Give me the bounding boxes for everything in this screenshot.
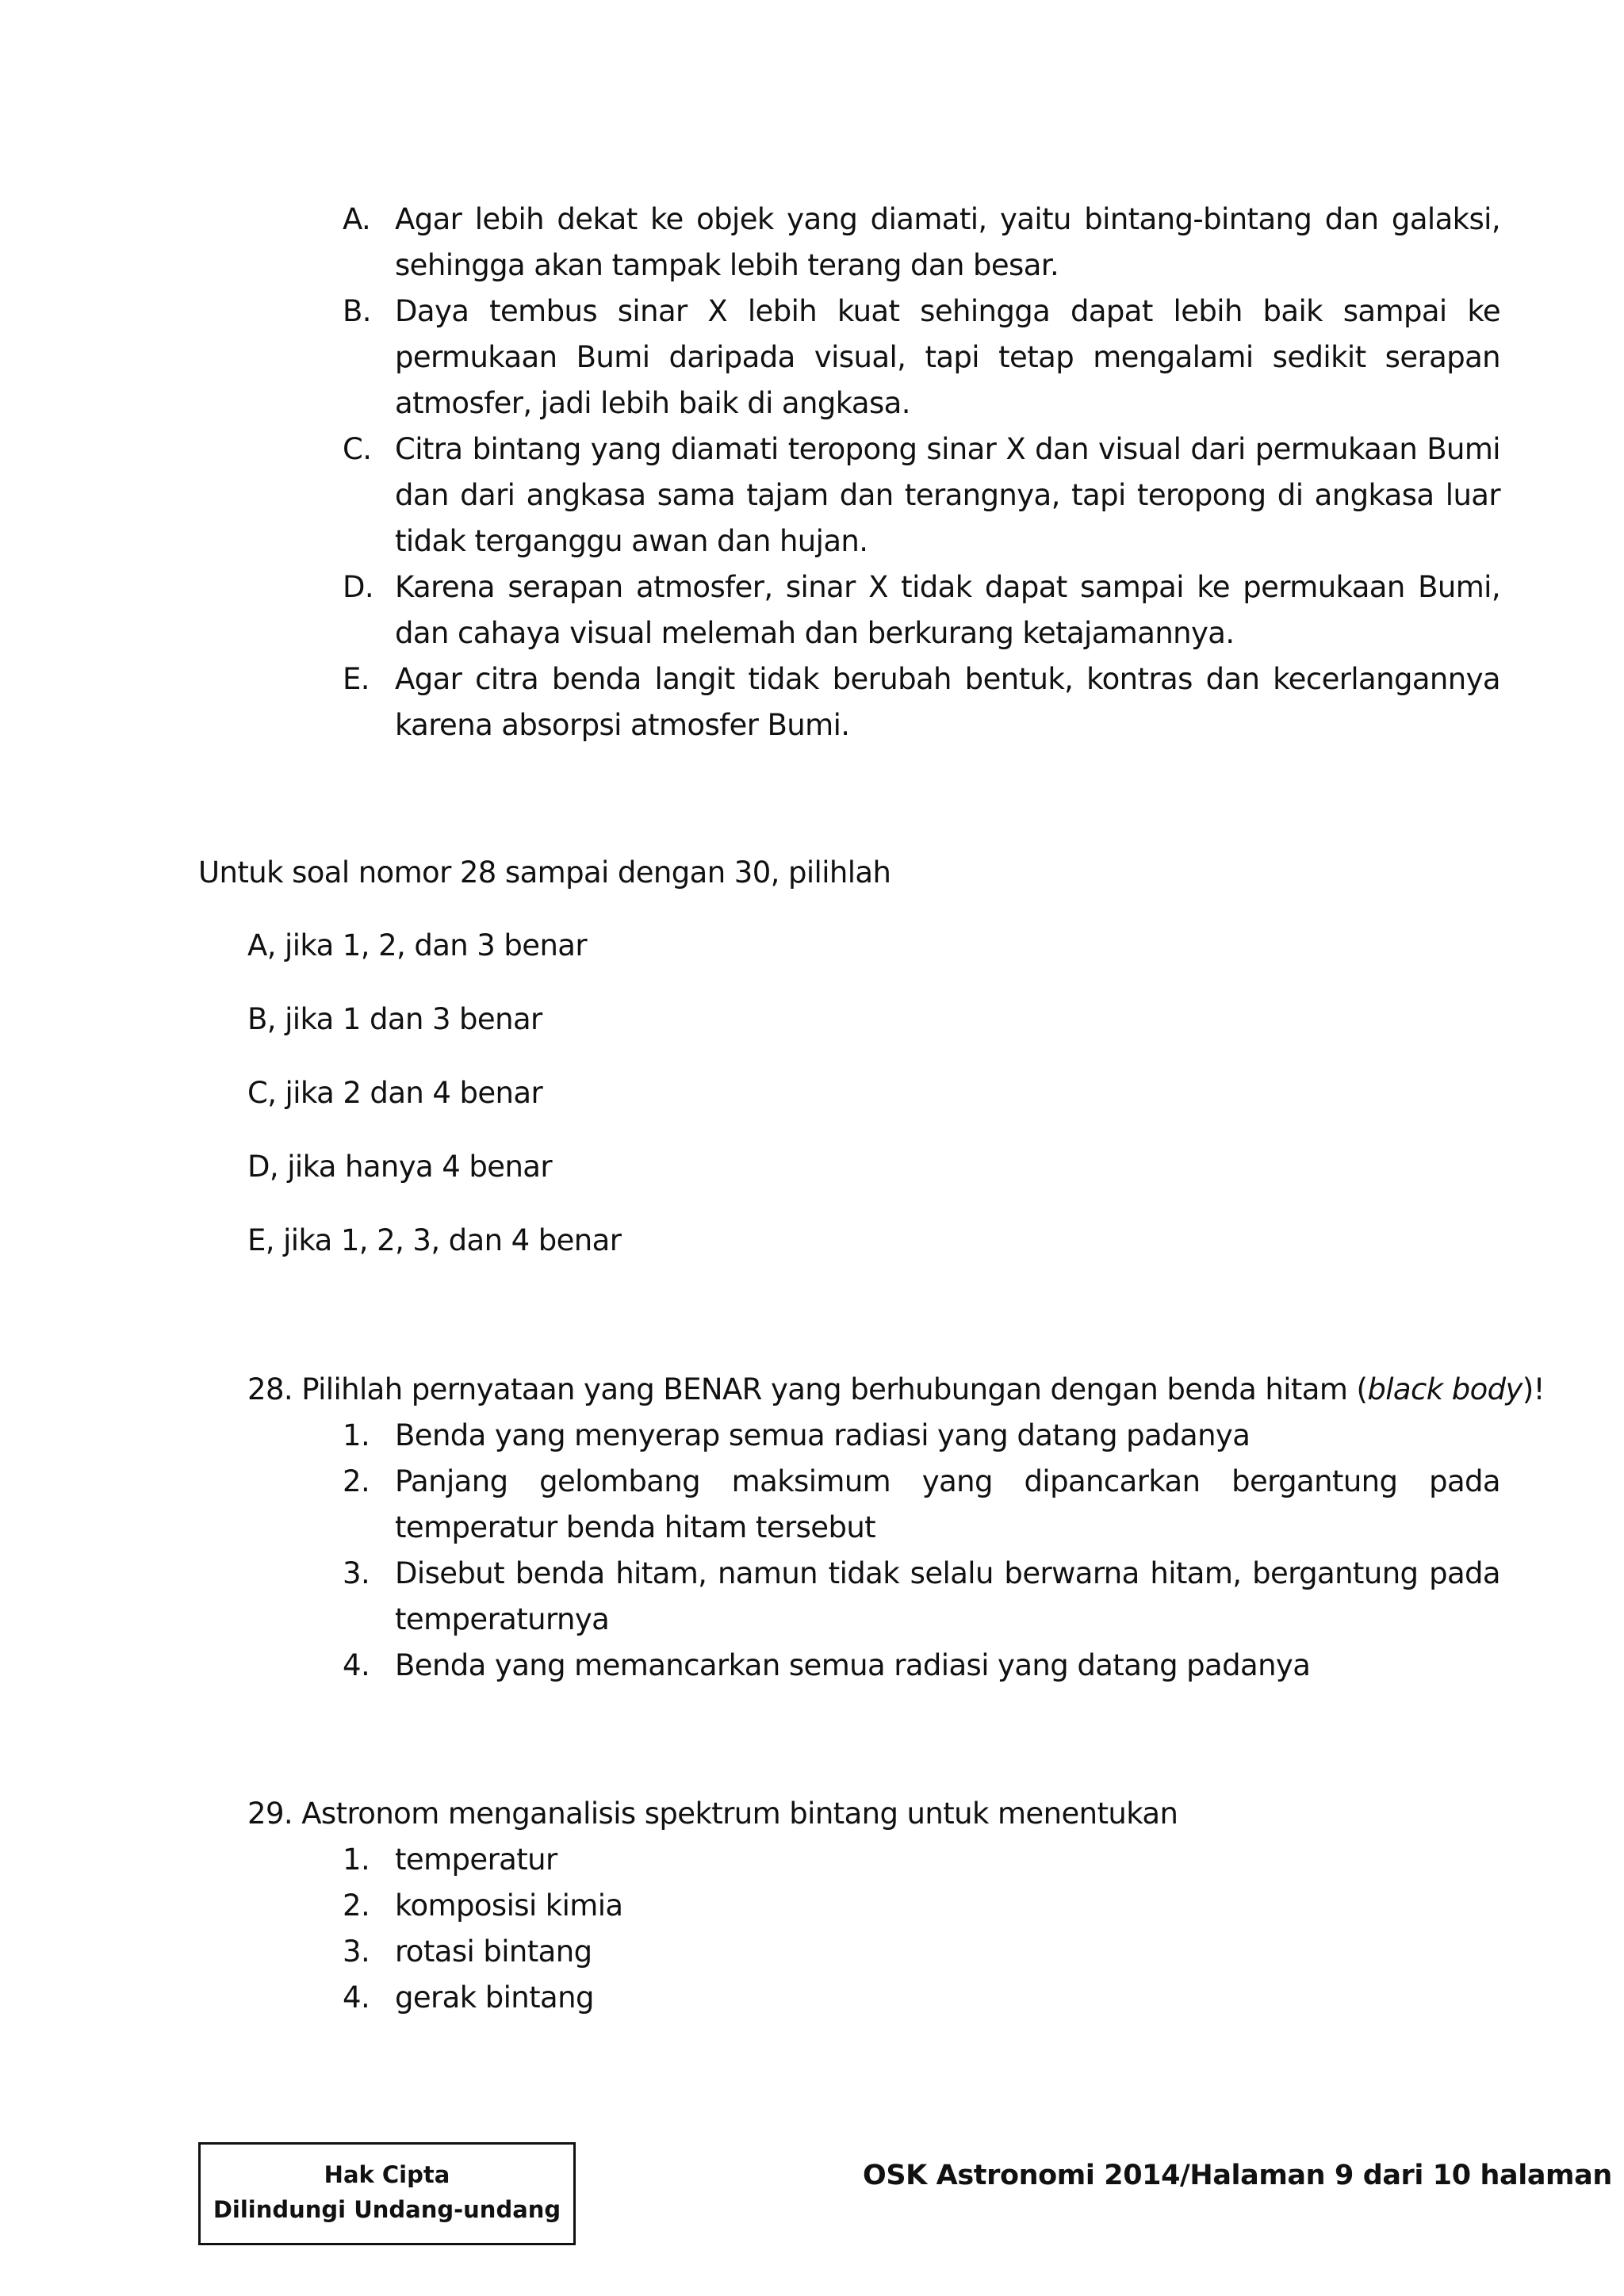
statement-item — [343, 1929, 1500, 1975]
statement-number: 3. — [343, 1934, 370, 1969]
copyright-box — [198, 2142, 576, 2245]
statement-item — [343, 1459, 1500, 1551]
answer-key-item: D, jika hanya 4 benar — [247, 1150, 552, 1184]
answer-option — [343, 564, 1500, 656]
answer-option — [343, 289, 1500, 427]
statement-text: rotasi bintang — [395, 1934, 592, 1969]
option-text: Karena serapan atmosfer, sinar X tidak dapat sampai ke permukaan Bumi, dan cahaya visual melemah dan berkurang ketajamannya. — [395, 570, 1500, 650]
answer-options-list — [343, 197, 1500, 748]
answer-option — [343, 427, 1500, 564]
statement-number: 3. — [343, 1556, 370, 1590]
statement-number: 1. — [343, 1843, 370, 1877]
statement-list — [343, 1837, 1500, 2021]
statement-text: Benda yang menyerap semua radiasi yang datang padanya — [395, 1418, 1251, 1452]
option-text: Daya tembus sinar X lebih kuat sehingga dapat lebih baik sampai ke permukaan Bumi daripada visual, tapi tetap mengalami sedikit serapan atmosfer, jadi lebih baik di angkasa. — [395, 294, 1500, 420]
statement-item — [343, 1413, 1500, 1459]
option-text: Citra bintang yang diamati teropong sinar X dan visual dari permukaan Bumi dan dari angkasa sama tajam dan terangnya, tapi teropong di angkasa luar tidak terganggu awan dan hujan. — [395, 432, 1500, 558]
answer-key-item: B, jika 1 dan 3 benar — [247, 1002, 542, 1036]
question-stem-italic: black body — [1367, 1372, 1522, 1406]
option-label: D. — [343, 570, 374, 604]
statement-text: gerak bintang — [395, 1980, 594, 2015]
question-stem-text: 28. Pilihlah pernyataan yang BENAR yang berhubungan dengan benda hitam ( — [247, 1372, 1368, 1406]
answer-key-item: E, jika 1, 2, 3, dan 4 benar — [247, 1223, 622, 1257]
option-label: C. — [343, 432, 372, 466]
statement-item — [343, 1975, 1500, 2021]
statement-number: 4. — [343, 1980, 370, 2015]
statement-text: Disebut benda hitam, namun tidak selalu berwarna hitam, bergantung pada temperaturnya — [395, 1556, 1500, 1636]
statement-text: Benda yang memancarkan semua radiasi yang datang padanya — [395, 1648, 1311, 1682]
option-text: Agar lebih dekat ke objek yang diamati, yaitu bintang-bintang dan galaksi, sehingga akan tampak lebih terang dan besar. — [395, 202, 1500, 282]
option-text: Agar citra benda langit tidak berubah bentuk, kontras dan kecerlangannya karena absorpsi atmosfer Bumi. — [395, 662, 1500, 742]
statement-item — [343, 1837, 1500, 1883]
question-stem: 29. Astronom menganalisis spektrum bintang untuk menentukan — [247, 1797, 1178, 1831]
copyright-title: Hak Cipta — [324, 2161, 450, 2188]
statement-number: 1. — [343, 1418, 370, 1452]
page-info: OSK Astronomi 2014/Halaman 9 dari 10 halaman — [863, 2160, 1612, 2191]
question-29 — [247, 1791, 1500, 2021]
statement-number: 2. — [343, 1888, 370, 1923]
answer-key-item: C, jika 2 dan 4 benar — [247, 1076, 543, 1110]
answer-key-list — [247, 923, 621, 1292]
statement-item — [343, 1643, 1500, 1689]
question-stem — [247, 1367, 1545, 1413]
statement-text: komposisi kimia — [395, 1888, 623, 1923]
question-stem-end: )! — [1522, 1372, 1545, 1406]
option-label: A. — [343, 202, 371, 236]
option-label: B. — [343, 294, 371, 328]
question-28 — [247, 1367, 1545, 1689]
statement-item — [343, 1551, 1500, 1643]
statement-list — [343, 1413, 1500, 1689]
statement-number: 4. — [343, 1648, 370, 1682]
statement-text: Panjang gelombang maksimum yang dipancarkan bergantung pada temperatur benda hitam tersebut — [395, 1464, 1500, 1544]
option-label: E. — [343, 662, 370, 696]
answer-option — [343, 197, 1500, 289]
instructions-intro: Untuk soal nomor 28 sampai dengan 30, pilihlah — [198, 855, 891, 890]
statement-item — [343, 1883, 1500, 1929]
answer-key-item: A, jika 1, 2, dan 3 benar — [247, 928, 587, 962]
answer-option — [343, 656, 1500, 748]
statement-text: temperatur — [395, 1843, 557, 1877]
statement-number: 2. — [343, 1464, 370, 1498]
copyright-notice: Dilindungi Undang-undang — [213, 2196, 561, 2223]
